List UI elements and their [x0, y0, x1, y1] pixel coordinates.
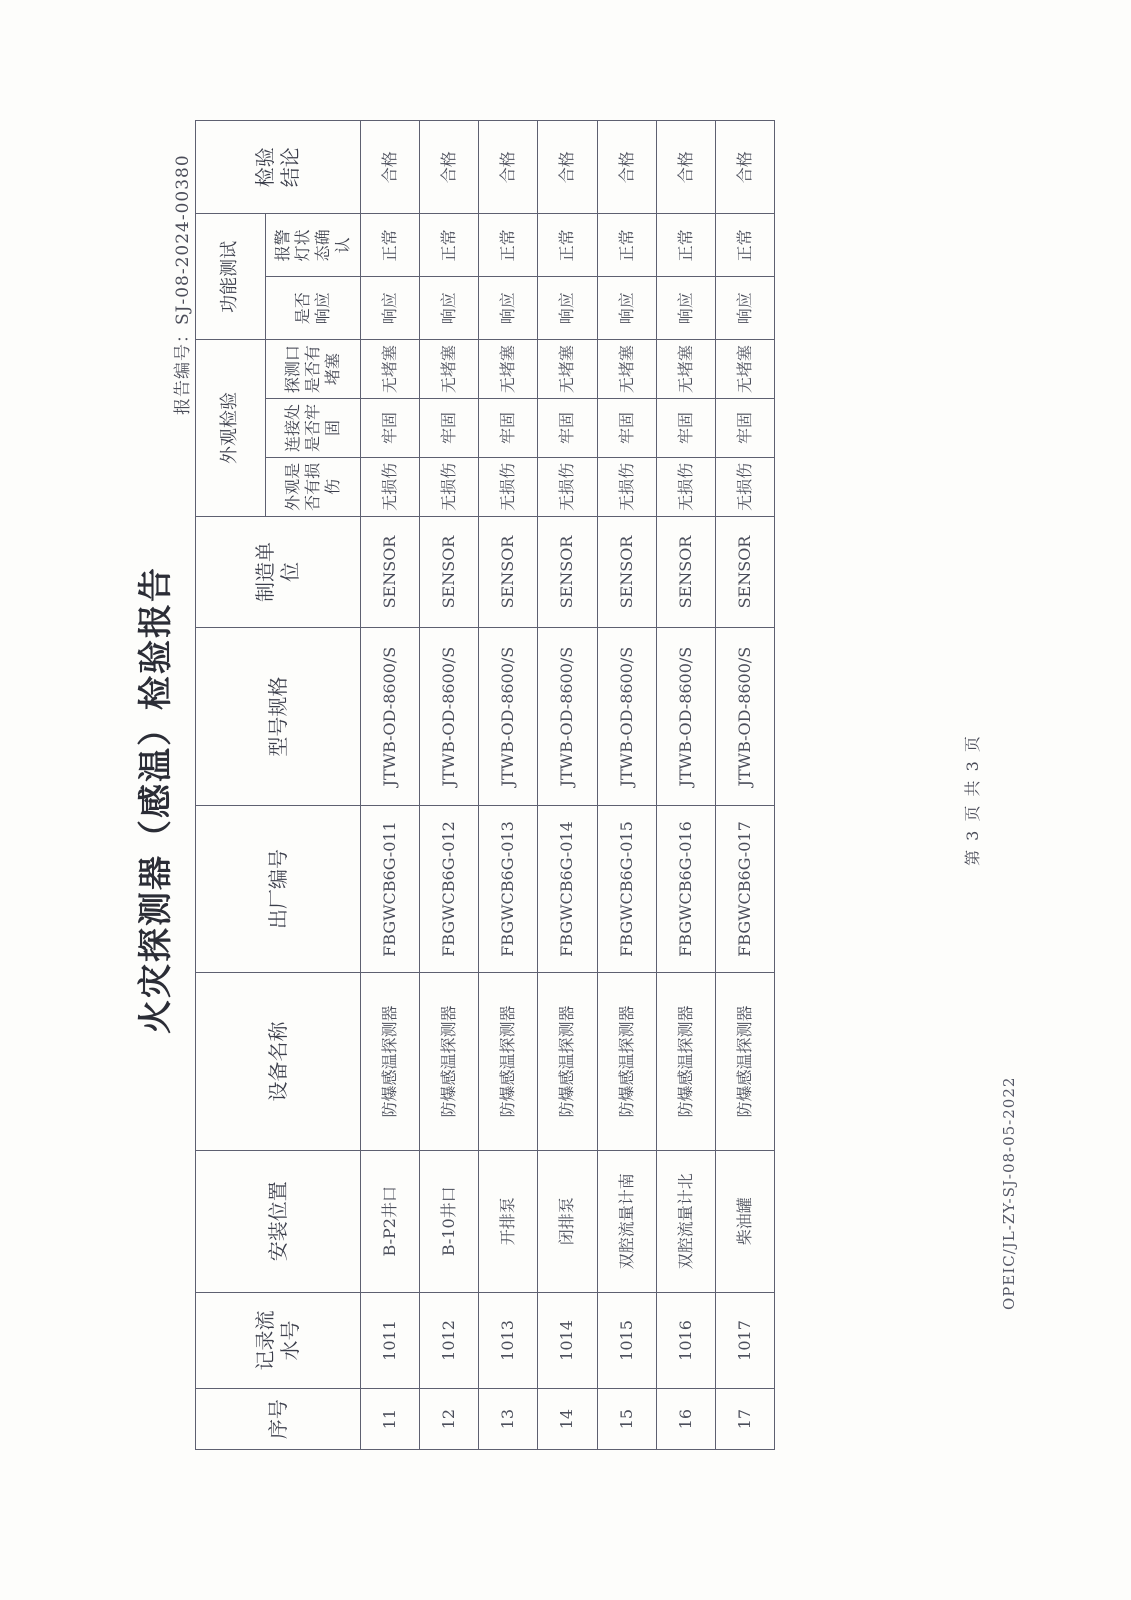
cell-model: JTWB-OD-8600/S: [538, 628, 597, 806]
table-row: [656, 121, 715, 1450]
cell-blockage: 无堵塞: [361, 340, 420, 399]
cell-conclusion: 合格: [597, 121, 656, 214]
cell-damage: 无损伤: [656, 457, 715, 516]
cell-blockage: 无堵塞: [479, 340, 538, 399]
header-seq: 序号: [196, 1389, 361, 1450]
header-response: 是否响应: [266, 277, 361, 340]
cell-location: 双腔流量计北: [656, 1150, 715, 1292]
cell-connection: 牢固: [538, 399, 597, 458]
cell-device-name: 防爆感温探测器: [479, 973, 538, 1151]
cell-model: JTWB-OD-8600/S: [597, 628, 656, 806]
cell-manufacturer: SENSOR: [420, 516, 479, 628]
cell-factory-no: FBGWCB6G-013: [479, 805, 538, 972]
cell-response: 响应: [597, 277, 656, 340]
header-blockage: 探测口是否有堵塞: [266, 340, 361, 399]
cell-seq: 17: [715, 1389, 774, 1450]
cell-factory-no: FBGWCB6G-017: [715, 805, 774, 972]
cell-conclusion: 合格: [715, 121, 774, 214]
cell-model: JTWB-OD-8600/S: [656, 628, 715, 806]
cell-conclusion: 合格: [420, 121, 479, 214]
cell-connection: 牢固: [597, 399, 656, 458]
header-appearance-group: 外观检验: [196, 340, 266, 517]
cell-seq: 11: [361, 1389, 420, 1450]
cell-connection: 牢固: [361, 399, 420, 458]
cell-seq: 15: [597, 1389, 656, 1450]
cell-conclusion: 合格: [361, 121, 420, 214]
cell-response: 响应: [715, 277, 774, 340]
header-manufacturer: 制造单位: [196, 516, 361, 628]
cell-response: 响应: [538, 277, 597, 340]
header-damage: 外观是否有损伤: [266, 457, 361, 516]
cell-blockage: 无堵塞: [656, 340, 715, 399]
table-row: [715, 121, 774, 1450]
cell-blockage: 无堵塞: [420, 340, 479, 399]
cell-factory-no: FBGWCB6G-016: [656, 805, 715, 972]
cell-conclusion: 合格: [538, 121, 597, 214]
cell-device-name: 防爆感温探测器: [656, 973, 715, 1151]
header-connection: 连接处是否牢固: [266, 399, 361, 458]
cell-model: JTWB-OD-8600/S: [361, 628, 420, 806]
cell-record-no: 1016: [656, 1292, 715, 1388]
cell-location: 双腔流量计南: [597, 1150, 656, 1292]
cell-alarm-light: 正常: [420, 214, 479, 277]
table-row: [597, 121, 656, 1450]
cell-manufacturer: SENSOR: [597, 516, 656, 628]
cell-location: 开排泵: [479, 1150, 538, 1292]
cell-damage: 无损伤: [361, 457, 420, 516]
cell-damage: 无损伤: [597, 457, 656, 516]
cell-model: JTWB-OD-8600/S: [715, 628, 774, 806]
cell-response: 响应: [656, 277, 715, 340]
cell-record-no: 1011: [361, 1292, 420, 1388]
header-alarm-light: 报警灯状态确认: [266, 214, 361, 277]
cell-connection: 牢固: [479, 399, 538, 458]
cell-location: 柴油罐: [715, 1150, 774, 1292]
cell-alarm-light: 正常: [656, 214, 715, 277]
form-code: OPEIC/JL-ZY-SJ-08-05-2022: [1000, 1076, 1018, 1310]
header-location: 安装位置: [196, 1150, 361, 1292]
cell-alarm-light: 正常: [538, 214, 597, 277]
cell-location: B-P2井口: [361, 1150, 420, 1292]
cell-damage: 无损伤: [538, 457, 597, 516]
cell-factory-no: FBGWCB6G-014: [538, 805, 597, 972]
header-factory-no: 出厂编号: [196, 805, 361, 972]
cell-factory-no: FBGWCB6G-015: [597, 805, 656, 972]
cell-damage: 无损伤: [420, 457, 479, 516]
cell-model: JTWB-OD-8600/S: [479, 628, 538, 806]
table-row: [420, 121, 479, 1450]
cell-record-no: 1012: [420, 1292, 479, 1388]
cell-location: 闭排泵: [538, 1150, 597, 1292]
cell-conclusion: 合格: [479, 121, 538, 214]
cell-alarm-light: 正常: [597, 214, 656, 277]
cell-connection: 牢固: [715, 399, 774, 458]
cell-seq: 12: [420, 1389, 479, 1450]
cell-manufacturer: SENSOR: [479, 516, 538, 628]
cell-record-no: 1015: [597, 1292, 656, 1388]
table-row: [361, 121, 420, 1450]
cell-device-name: 防爆感温探测器: [597, 973, 656, 1151]
header-function-group: 功能测试: [196, 214, 266, 340]
cell-response: 响应: [420, 277, 479, 340]
cell-alarm-light: 正常: [715, 214, 774, 277]
cell-device-name: 防爆感温探测器: [715, 973, 774, 1151]
cell-location: B-10井口: [420, 1150, 479, 1292]
cell-seq: 16: [656, 1389, 715, 1450]
cell-connection: 牢固: [656, 399, 715, 458]
cell-seq: 14: [538, 1389, 597, 1450]
cell-alarm-light: 正常: [479, 214, 538, 277]
cell-factory-no: FBGWCB6G-011: [361, 805, 420, 972]
table-row: [479, 121, 538, 1450]
cell-device-name: 防爆感温探测器: [538, 973, 597, 1151]
cell-damage: 无损伤: [479, 457, 538, 516]
cell-seq: 13: [479, 1389, 538, 1450]
cell-device-name: 防爆感温探测器: [361, 973, 420, 1151]
cell-alarm-light: 正常: [361, 214, 420, 277]
cell-record-no: 1013: [479, 1292, 538, 1388]
cell-device-name: 防爆感温探测器: [420, 973, 479, 1151]
cell-response: 响应: [361, 277, 420, 340]
table-row: [538, 121, 597, 1450]
inspection-table: [195, 120, 775, 1450]
header-record-no: 记录流水号: [196, 1292, 361, 1388]
cell-blockage: 无堵塞: [538, 340, 597, 399]
cell-damage: 无损伤: [715, 457, 774, 516]
cell-response: 响应: [479, 277, 538, 340]
cell-manufacturer: SENSOR: [656, 516, 715, 628]
cell-manufacturer: SENSOR: [715, 516, 774, 628]
header-model: 型号规格: [196, 628, 361, 806]
cell-conclusion: 合格: [656, 121, 715, 214]
cell-connection: 牢固: [420, 399, 479, 458]
cell-record-no: 1017: [715, 1292, 774, 1388]
cell-manufacturer: SENSOR: [538, 516, 597, 628]
cell-model: JTWB-OD-8600/S: [420, 628, 479, 806]
cell-blockage: 无堵塞: [715, 340, 774, 399]
cell-record-no: 1014: [538, 1292, 597, 1388]
report-title: 火灾探测器（感温）检验报告: [136, 566, 176, 1034]
cell-blockage: 无堵塞: [597, 340, 656, 399]
header-device-name: 设备名称: [196, 973, 361, 1151]
header-conclusion: 检验结论: [196, 121, 361, 214]
page-number-footer: 第 3 页 共 3 页: [963, 734, 982, 866]
cell-manufacturer: SENSOR: [361, 516, 420, 628]
cell-factory-no: FBGWCB6G-012: [420, 805, 479, 972]
report-number: 报告编号：SJ-08-2024-00380: [173, 154, 193, 415]
